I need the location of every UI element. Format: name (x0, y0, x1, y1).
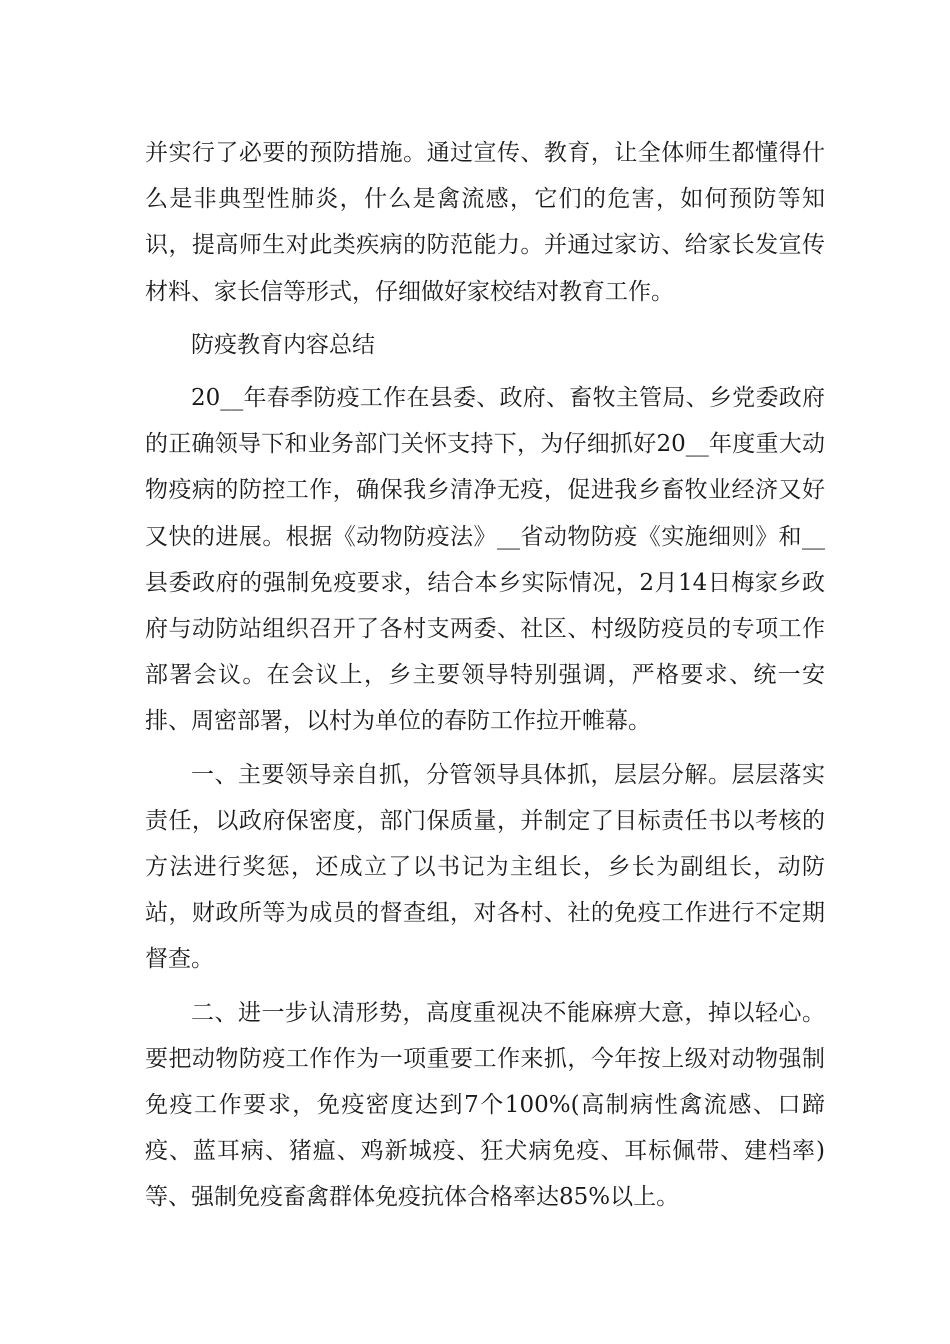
paragraph-intro: 并实行了必要的预防措施。通过宣传、教育，让全体师生都懂得什么是非典型性肺炎，什么是禽流感，它们的危害，如何预防等知识，提高师生对此类疾病的防范能力。并通过家访、给家长发宣传材料、家长信等形式，仔细做好家校结对教育工作。 (145, 140, 825, 305)
section-heading: 防疫教育内容总结 (191, 331, 375, 358)
document-body (145, 130, 825, 1228)
paragraph-spring-epidemic: 20__年春季防疫工作在县委、政府、畜牧主管局、乡党委政府的正确领导下和业务部门关怀支持下，为仔细抓好20__年度重大动物疫病的防控工作，确保我乡清净无疫，促进我乡畜牧业经济又好又快的进展。根据《动物防疫法》__省动物防疫《实施细则》和__县委政府的强制免疫要求，结合本乡实际情况，2月14日梅家乡政府与动防站组织召开了各村支两委、社区、村级防疫员的专项工作部署会议。在会议上，乡主要领导特别强调，严格要求、统一安排、周密部署，以村为单位的春防工作拉开帷幕。 (145, 385, 825, 735)
paragraph-point-one: 一、主要领导亲自抓，分管领导具体抓，层层分解。层层落实责任，以政府保密度，部门保质量，并制定了目标责任书以考核的方法进行奖惩，还成立了以书记为主组长，乡长为副组长，动防站，财政所等为成员的督查组，对各村、社的免疫工作进行不定期督查。 (145, 761, 825, 973)
paragraph-point-two: 二、进一步认清形势，高度重视决不能麻痹大意，掉以轻心。要把动物防疫工作作为一项重要工作来抓，今年按上级对动物强制免疫工作要求，免疫密度达到7个100%(高制病性禽流感、口蹄疫、蓝耳病、猪瘟、鸡新城疫、狂犬病免疫、耳标佩带、建档率)等、强制免疫畜禽群体免疫抗体合格率达85%以上。 (145, 999, 825, 1211)
